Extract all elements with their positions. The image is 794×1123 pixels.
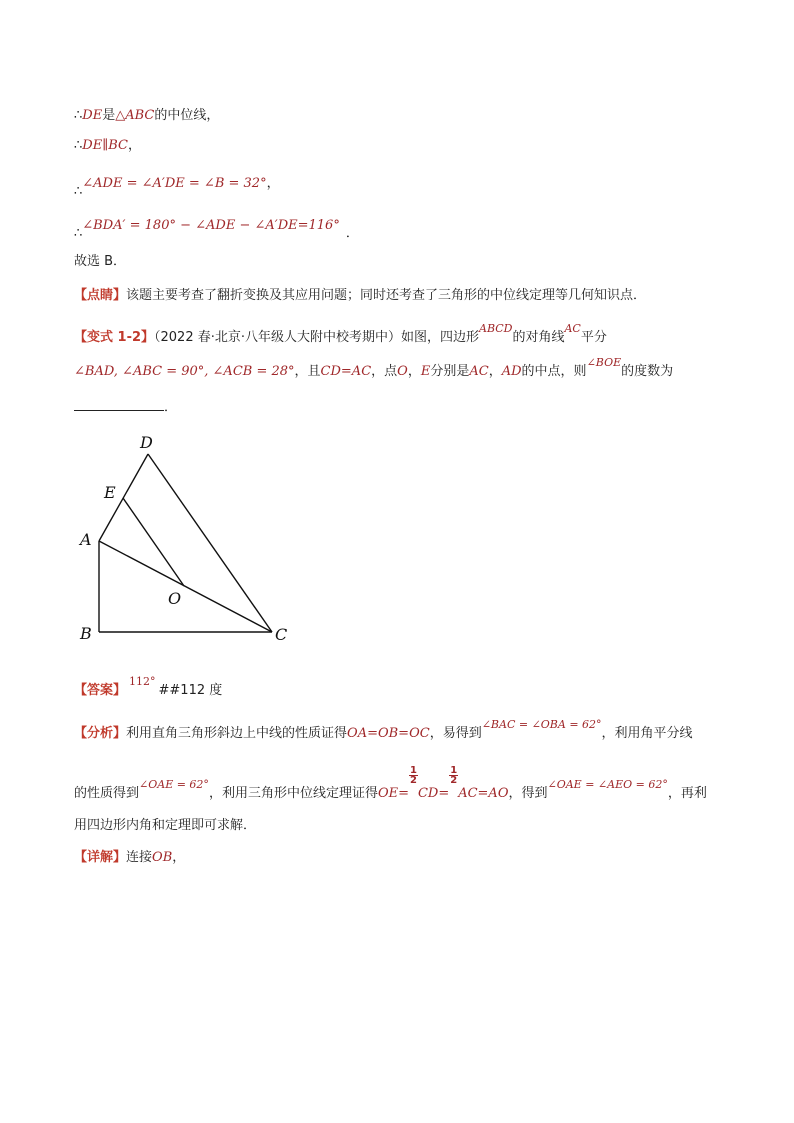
problem-label: 【变式 1-2】 — [74, 330, 155, 345]
text: 是 — [102, 108, 116, 123]
solution-line-2 — [74, 134, 141, 153]
choice-text: 故选 B． — [74, 254, 127, 269]
label-a: A — [80, 530, 92, 549]
fraction-numerator: 1 — [410, 765, 417, 776]
math-ac-ao: AC=AO — [458, 786, 509, 801]
text: ，再利 — [667, 786, 707, 801]
math-ac: AC — [564, 322, 581, 335]
detail-label: 【详解】 — [74, 850, 127, 865]
text: 的对角线 — [512, 330, 565, 345]
text: 平分 — [580, 330, 607, 345]
math-triangle-abc: △ABC — [115, 108, 155, 123]
solution-line-5 — [74, 250, 126, 269]
answer-section — [74, 675, 223, 698]
problem-line-1 — [74, 322, 607, 345]
text: ， — [266, 176, 280, 191]
text: 的性质得到 — [74, 786, 140, 801]
math-oe: OE= — [377, 786, 409, 801]
math-oa-ob-oc: OA=OB=OC — [347, 726, 430, 741]
therefore-symbol: ∴ — [74, 138, 83, 153]
text: ，利用三角形中位线定理证得 — [208, 786, 378, 801]
math-cd-ac: CD=AC — [320, 364, 372, 379]
math-ob: OB — [152, 850, 173, 865]
segment-ac — [99, 541, 272, 632]
fraction-half — [409, 766, 418, 785]
problem-line-3 — [74, 396, 177, 415]
dianjing-section — [74, 284, 646, 303]
math-oae-aeo: ∠OAE = ∠AEO = 62° — [547, 778, 668, 791]
solution-line-4 — [74, 214, 359, 241]
label-c: C — [275, 625, 288, 644]
answer-value: 112° — [129, 675, 156, 688]
text: ，得到 — [508, 786, 548, 801]
text: 利用直角三角形斜边上中线的性质证得 — [126, 726, 348, 741]
therefore-symbol: ∴ — [74, 108, 83, 123]
therefore-symbol: ∴ — [74, 184, 83, 199]
text: ， — [127, 138, 141, 153]
geometry-figure — [70, 428, 310, 653]
analysis-line-2 — [74, 765, 707, 801]
text: 的度数为 — [621, 364, 674, 379]
math-abcd: ABCD — [479, 322, 513, 335]
label-e: E — [104, 483, 116, 502]
text: ． — [164, 400, 178, 415]
math-conditions: ∠BAD, ∠ABC = 90°, ∠ACB = 28° — [74, 364, 295, 379]
fraction-numerator: 1 — [450, 765, 458, 776]
answer-label: 【答案】 — [74, 683, 127, 698]
text: ． — [345, 226, 359, 241]
math-bac-oba: ∠BAC = ∠OBA = 62° — [481, 718, 602, 731]
label-b: B — [80, 624, 92, 643]
math-o: O — [397, 364, 408, 379]
analysis-label: 【分析】 — [74, 726, 127, 741]
dianjing-label: 【点睛】 — [74, 288, 127, 303]
text: 连接 — [126, 850, 153, 865]
answer-text: ##112 度 — [158, 683, 223, 698]
solution-line-1 — [74, 104, 219, 123]
text: 的中点，则 — [521, 364, 587, 379]
text: ， — [172, 850, 186, 865]
math-parallel: DE∥BC — [82, 138, 128, 153]
text: ，且 — [294, 364, 321, 379]
math-cd: CD= — [417, 786, 450, 801]
math-ad: AD — [501, 364, 522, 379]
text: 用四边形内角和定理即可求解． — [74, 818, 257, 833]
text: ，易得到 — [429, 726, 482, 741]
text: ， — [407, 364, 421, 379]
dianjing-text: 该题主要考查了翻折变换及其应用问题；同时还考查了三角形的中位线定理等几何知识点． — [126, 288, 647, 303]
therefore-symbol: ∴ — [74, 226, 83, 241]
label-o: O — [168, 589, 182, 608]
problem-line-2 — [74, 356, 674, 379]
math-angle-boe: ∠BOE — [586, 356, 622, 369]
text: 的中位线， — [154, 108, 220, 123]
text: ，点 — [371, 364, 398, 379]
problem-source: （2022 春·北京·八年级人大附中校考期中）如图，四边形 — [154, 330, 479, 345]
math-angle-bda: ∠BDA′ = 180° − ∠ADE − ∠A′DE=116° — [82, 218, 340, 233]
math-angle-equation: ∠ADE = ∠A′DE = ∠B = 32° — [82, 176, 267, 191]
text: ，利用角平分线 — [601, 726, 693, 741]
solution-line-3 — [74, 172, 280, 199]
answer-blank — [74, 398, 164, 411]
segment-dc — [148, 454, 272, 632]
text: ， — [488, 364, 502, 379]
math-ac: AC — [469, 364, 489, 379]
text: 分别是 — [430, 364, 470, 379]
math-e: E — [420, 364, 431, 379]
detail-section — [74, 846, 185, 865]
analysis-line-1 — [74, 718, 693, 741]
math-oae: ∠OAE = 62° — [139, 778, 209, 791]
segment-eo — [123, 498, 184, 586]
math-de: DE — [82, 108, 103, 123]
fraction-denominator: 2 — [450, 775, 458, 786]
label-d: D — [140, 433, 153, 452]
fraction-half — [449, 766, 458, 785]
fraction-denominator: 2 — [410, 775, 417, 786]
analysis-line-3 — [74, 814, 256, 833]
